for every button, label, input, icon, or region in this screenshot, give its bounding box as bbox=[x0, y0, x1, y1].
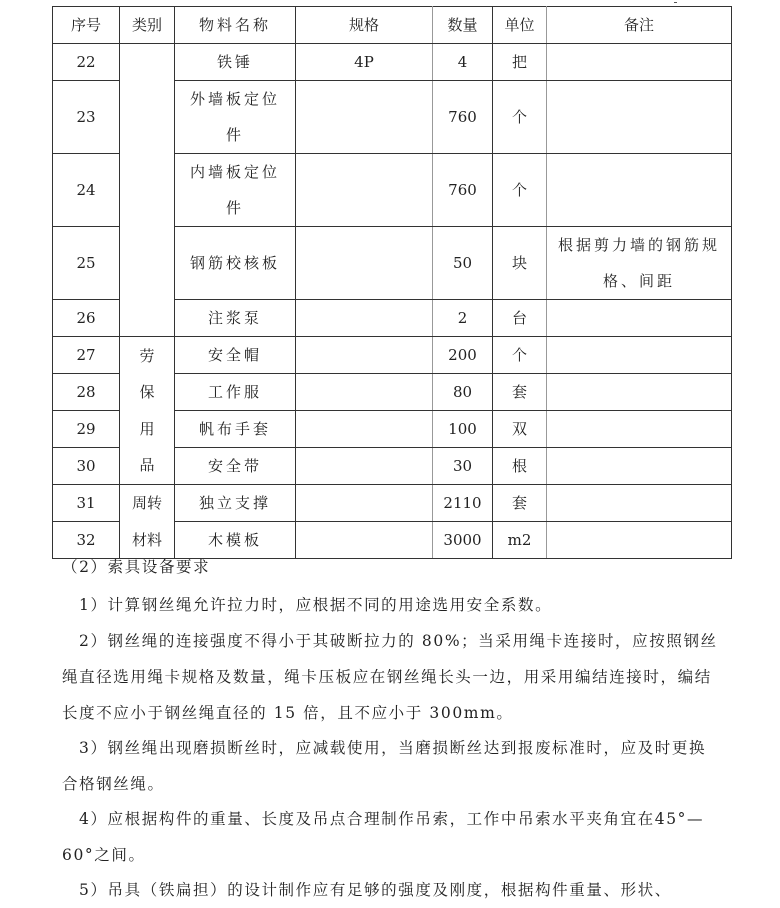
stray-mark bbox=[674, 2, 677, 3]
material-name-cell bbox=[175, 227, 296, 300]
material-name-line: 件 bbox=[225, 199, 244, 217]
note-cell bbox=[547, 44, 732, 81]
quantity-cell: 4 bbox=[433, 44, 493, 81]
note-cell bbox=[547, 154, 732, 227]
row-number-cell: 27 bbox=[53, 337, 120, 374]
unit-cell: 套 bbox=[493, 374, 547, 411]
spec-cell bbox=[296, 374, 433, 411]
row-number-cell: 28 bbox=[53, 374, 120, 411]
material-name-line: 帆布手套 bbox=[198, 420, 271, 438]
note-cell bbox=[547, 81, 732, 154]
header-cell: 备注 bbox=[547, 7, 732, 44]
category-char: 保 bbox=[139, 383, 155, 401]
table-header-row bbox=[53, 7, 732, 44]
quantity-cell: 3000 bbox=[433, 522, 493, 559]
spec-cell bbox=[296, 411, 433, 448]
category-char: 周转 bbox=[131, 494, 162, 512]
material-name-line: 安全帽 bbox=[207, 346, 262, 364]
row-number-cell: 23 bbox=[53, 81, 120, 154]
row-number-cell: 22 bbox=[53, 44, 120, 81]
table-body bbox=[53, 44, 732, 559]
note-cell bbox=[547, 300, 732, 337]
row-number-cell: 26 bbox=[53, 300, 120, 337]
material-name-cell bbox=[175, 374, 296, 411]
spec-cell bbox=[296, 485, 433, 522]
unit-cell: 根 bbox=[493, 448, 547, 485]
note-cell bbox=[547, 374, 732, 411]
quantity-cell: 50 bbox=[433, 227, 493, 300]
unit-cell: 套 bbox=[493, 485, 547, 522]
spec-cell bbox=[296, 81, 433, 154]
note-cell bbox=[547, 485, 732, 522]
material-name-line: 木模板 bbox=[207, 531, 262, 549]
material-name-cell bbox=[175, 337, 296, 374]
material-name-cell bbox=[175, 44, 296, 81]
quantity-cell: 30 bbox=[433, 448, 493, 485]
table-row bbox=[53, 44, 732, 81]
note-line: 根据剪力墙的钢筋规 bbox=[557, 236, 720, 254]
header-cell: 规格 bbox=[296, 7, 433, 44]
spec-cell bbox=[296, 300, 433, 337]
material-name-cell bbox=[175, 411, 296, 448]
material-name-line: 独立支撑 bbox=[198, 494, 271, 512]
category-cell bbox=[120, 44, 175, 337]
unit-cell: 个 bbox=[493, 337, 547, 374]
unit-cell: 双 bbox=[493, 411, 547, 448]
spec-cell: 4P bbox=[296, 44, 433, 81]
material-name-line: 外墙板定位 bbox=[189, 90, 280, 108]
spec-cell bbox=[296, 337, 433, 374]
unit-cell: 把 bbox=[493, 44, 547, 81]
section-heading: （2）索具设备要求 bbox=[62, 558, 211, 576]
material-name-line: 钢筋校核板 bbox=[189, 254, 280, 272]
unit-cell: 个 bbox=[493, 81, 547, 154]
material-name-line: 铁锤 bbox=[216, 53, 253, 71]
spec-cell bbox=[296, 227, 433, 300]
header-cell: 类别 bbox=[120, 7, 175, 44]
material-name-cell bbox=[175, 448, 296, 485]
list-item: 2）钢丝绳的连接强度不得小于其破断拉力的 80%；当采用绳卡连接时，应按照钢丝绳直径选用绳卡规格及数量，绳卡压板应在钢丝绳长头一边，用采用编结连接时，编结长度不应小于钢丝绳直径的 15 倍，且不应小于 300mm。 bbox=[62, 632, 718, 722]
header-cell: 单位 bbox=[493, 7, 547, 44]
category-char: 材料 bbox=[131, 530, 162, 549]
quantity-cell: 80 bbox=[433, 374, 493, 411]
list-item: 4）应根据构件的重量、长度及吊点合理制作吊索，工作中吊索水平夹角宜在45°—60°之间。 bbox=[62, 810, 705, 864]
table-row bbox=[53, 485, 732, 522]
row-number-cell: 30 bbox=[53, 448, 120, 485]
category-cell bbox=[120, 337, 175, 485]
list-item: 3）钢丝绳出现磨损断丝时，应减载使用，当磨损断丝达到报废标准时，应及时更换合格钢丝绳。 bbox=[62, 739, 707, 793]
material-name-line: 内墙板定位 bbox=[189, 163, 280, 181]
unit-cell: 块 bbox=[493, 227, 547, 300]
list-item: 5）吊具（铁扁担）的设计制作应有足够的强度及刚度，根据构件重量、形状、 bbox=[79, 881, 672, 899]
note-cell bbox=[547, 411, 732, 448]
spec-cell bbox=[296, 154, 433, 227]
quantity-cell: 2 bbox=[433, 300, 493, 337]
row-number-cell: 32 bbox=[53, 522, 120, 559]
row-number-cell: 24 bbox=[53, 154, 120, 227]
quantity-cell: 200 bbox=[433, 337, 493, 374]
note-cell bbox=[547, 448, 732, 485]
spec-cell bbox=[296, 448, 433, 485]
unit-cell: m2 bbox=[493, 522, 547, 559]
quantity-cell: 760 bbox=[433, 154, 493, 227]
note-line: 格、间距 bbox=[602, 272, 675, 290]
material-name-line: 安全带 bbox=[207, 457, 262, 475]
category-char: 劳 bbox=[139, 346, 155, 365]
material-name-cell bbox=[175, 154, 296, 227]
material-name-line: 注浆泵 bbox=[207, 309, 262, 327]
category-char: 用 bbox=[139, 419, 155, 438]
material-name-line: 件 bbox=[225, 126, 244, 144]
header-cell: 数量 bbox=[433, 7, 493, 44]
quantity-cell: 2110 bbox=[433, 485, 493, 522]
unit-cell: 个 bbox=[493, 154, 547, 227]
header-cell: 序号 bbox=[53, 7, 120, 44]
material-name-cell bbox=[175, 485, 296, 522]
header-cell: 物料名称 bbox=[175, 7, 296, 44]
material-name-line: 工作服 bbox=[207, 383, 262, 401]
note-cell bbox=[547, 337, 732, 374]
note-cell bbox=[547, 227, 732, 300]
materials-table bbox=[52, 6, 732, 559]
category-cell bbox=[120, 485, 175, 559]
row-number-cell: 31 bbox=[53, 485, 120, 522]
table-row bbox=[53, 337, 732, 374]
list-item: 1）计算钢丝绳允许拉力时，应根据不同的用途选用安全系数。 bbox=[79, 596, 553, 614]
row-number-cell: 25 bbox=[53, 227, 120, 300]
category-char: 品 bbox=[139, 456, 155, 474]
material-name-cell bbox=[175, 300, 296, 337]
row-number-cell: 29 bbox=[53, 411, 120, 448]
quantity-cell: 760 bbox=[433, 81, 493, 154]
material-name-cell bbox=[175, 81, 296, 154]
unit-cell: 台 bbox=[493, 300, 547, 337]
quantity-cell: 100 bbox=[433, 411, 493, 448]
